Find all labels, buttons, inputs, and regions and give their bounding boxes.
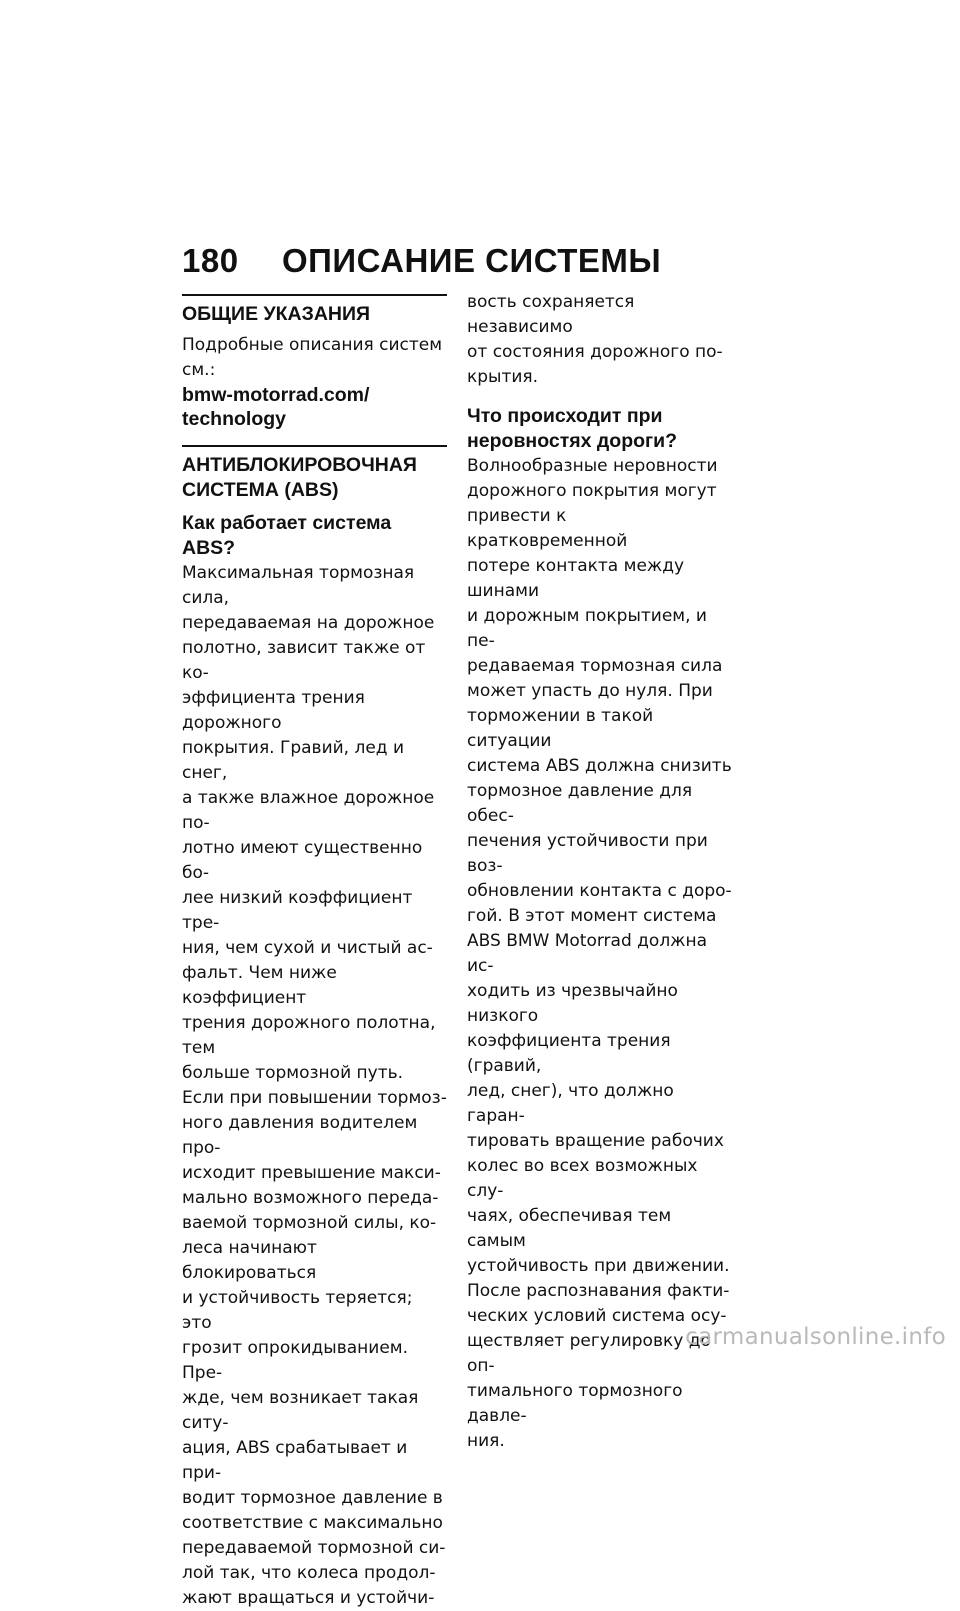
page-header xyxy=(182,242,661,280)
left-column xyxy=(182,294,447,1611)
watermark: carmanualsonline.info xyxy=(685,1324,946,1350)
section-title-abs: АНТИБЛОКИРОВОЧНАЯ СИСТЕМА (ABS) xyxy=(182,454,417,501)
page-number: 180 xyxy=(182,242,239,279)
general-text: Подробные описания систем см.: xyxy=(182,335,443,380)
section-divider xyxy=(182,294,447,296)
technology-link[interactable]: bmw-motorrad.com/ technology xyxy=(182,384,370,430)
page-title: ОПИСАНИЕ СИСТЕМЫ xyxy=(282,242,662,279)
abs-paragraph-2: Если при повышении тормоз- ного давления водителем про- исходит превышение макси- мально возможного переда- ваемой тормозной силы, ко- леса начинают блокироваться и устойчивость теряется; это грозит опрокидыванием. Пре- жде, чем возникает такая ситу- ация, ABS срабатывает и при- водит тормозное давление в соответствие с максимально передаваемой тормозной си- лой так, что колеса продол- жают вращаться и устойчи- xyxy=(182,1088,447,1608)
continuation-text: вость сохраняется независимо от состояния дорожного по- крытия. xyxy=(467,292,723,387)
section-divider xyxy=(182,445,447,447)
abs-paragraph-1: Максимальная тормозная сила, передаваемая на дорожное полотно, зависит также от ко- эффициента трения дорожного покрытия. Гравий, лед и снег, а также влажное дорожное по- лотно имеют существенно бо- лее низкий коэффициент тре- ния, чем сухой и чистый ас- фальт. Чем ниже коэффициент трения дорожного полотна, тем больше тормозной путь. xyxy=(182,563,436,1083)
road-paragraph-2: После распознавания факти- ческих условий система осу- ществляет регулировку до оп- тимального тормозного давле- ния. xyxy=(467,1281,730,1451)
right-column xyxy=(467,294,732,1454)
road-question-heading: Что происходит при неровностях дороги? xyxy=(467,405,678,452)
section-title-general: ОБЩИЕ УКАЗАНИЯ xyxy=(182,303,371,325)
abs-question-heading: Как работает система ABS? xyxy=(182,512,392,559)
road-paragraph-1: Волнообразные неровности дорожного покрытия могут привести к кратковременной потере контакта между шинами и дорожным покрытием, и пе- редаваемая тормозная сила может упасть до нуля. При торможении в такой ситуации система ABS должна снизить тормозное давление для обес- печения устойчивости при воз- обновлении контакта с доро- гой. В этот момент система ABS BMW Motorrad должна ис- ходить из чрезвычайно низкого коэффициента трения (гравий, лед, снег), что должно гаран- тировать вращение рабочих колес во всех возможных слу- чаях, обеспечивая тем самым устойчивость при движении. xyxy=(467,456,732,1276)
